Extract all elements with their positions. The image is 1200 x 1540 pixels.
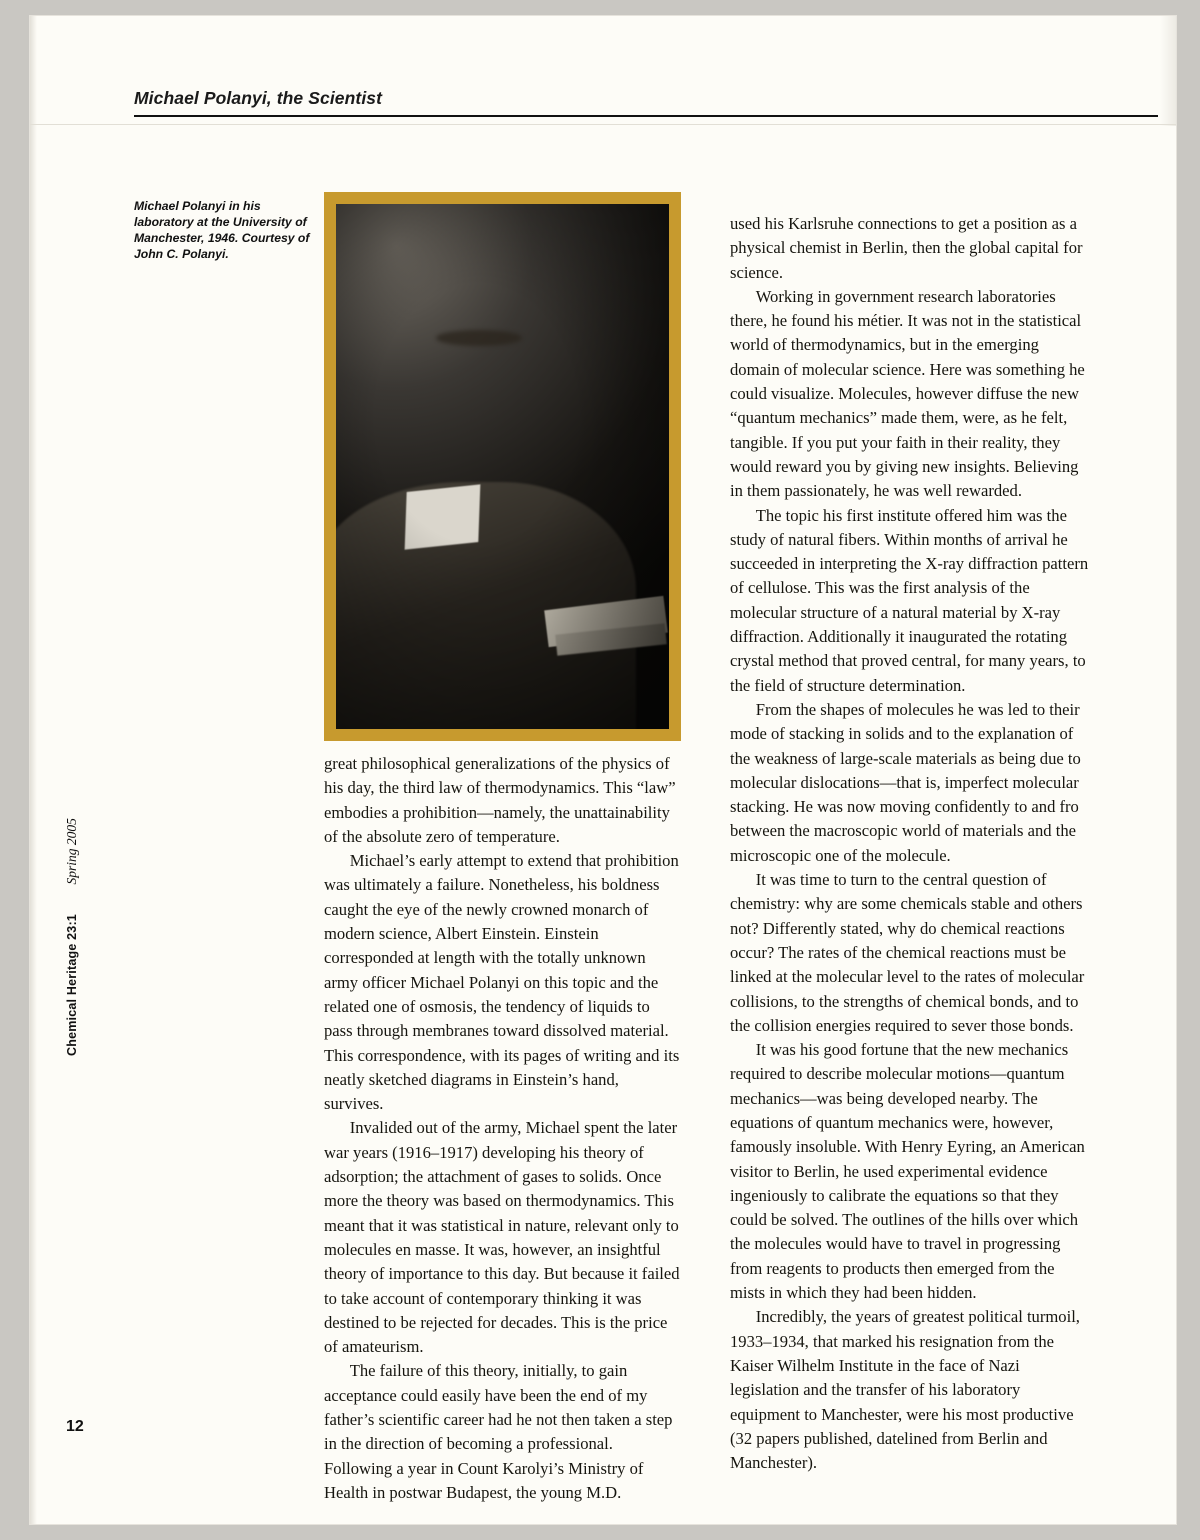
sidebar-journal-title: Chemical Heritage 23:1	[65, 914, 79, 1056]
paragraph: Working in government research laboratories there, he found his métier. It was not in the statistical world of thermodynamics, but in the emerging domain of molecular science. Here was something he could visualize. Molecules, however diffuse the new “quantum mechanics” made them, were, as he felt, tangible. If you put your faith in their reality, they would reward you by giving new insights. Believing in them passionately, he was well rewarded.	[730, 286, 1085, 501]
paragraph: Invalided out of the army, Michael spent the later war years (1916–1917) developing his theory of adsorption; the attachment of gases to solids. Once more the theory was based on thermodynamics. This meant that it was statistical in nature, relevant only to molecules en masse. It was, however, an insightful theory of importance to this day. But because it failed to take account of contemporary thinking it was destined to be rejected for decades. This is the price of amateurism.	[324, 1118, 680, 1357]
page-edge-rule	[30, 124, 1176, 125]
page-edge-shadow	[1160, 16, 1176, 126]
paragraph: Incredibly, the years of greatest political turmoil, 1933–1934, that marked his resignation from the Kaiser Wilhelm Institute in the face of Nazi legislation and the transfer of his laboratory equipment to Manchester, were his most productive (32 papers published, datelined from Berlin and Manchester).	[730, 1307, 1080, 1473]
paragraph: used his Karlsruhe connections to get a position as a physical chemist in Berlin, then the global capital for science.	[730, 214, 1083, 282]
page-sheet	[30, 16, 1176, 1524]
paragraph: Michael’s early attempt to extend that prohibition was ultimately a failure. Nonetheless, his boldness caught the eye of the newly crowned monarch of modern science, Albert Einstein. Einstein corresponded at length with the totally unknown army officer Michael Polanyi on this topic and the related one of osmosis, the tendency of liquids to pass through membranes toward dissolved material. This correspondence, with its pages of writing and its neatly sketched diagrams in Einstein’s hand, survives.	[324, 851, 680, 1114]
sidebar-journal-info	[64, 776, 80, 1056]
photo-vignette	[336, 204, 669, 729]
paragraph: The failure of this theory, initially, to gain acceptance could easily have been the end of my father’s scientific career had he not then taken a step in the direction of becoming a professional. Following a year in Count Karolyi’s Ministry of Health in postwar Budapest, the young M.D.	[324, 1361, 673, 1502]
running-head: Michael Polanyi, the Scientist	[134, 88, 383, 108]
figure-caption: Michael Polanyi in his laboratory at the University of Manchester, 1946. Courtesy of John C. Polanyi.	[134, 199, 310, 262]
paragraph: great philosophical generalizations of the physics of his day, the third law of thermodynamics. This “law” embodies a prohibition—namely, the unattainability of the absolute zero of temperature.	[324, 754, 676, 846]
paragraph: The topic his first institute offered him was the study of natural fibers. Within months of arrival he succeeded in interpreting the X-ray diffraction pattern of cellulose. This was the first analysis of the molecular structure of a natural material by X-ray diffraction. Additionally it inaugurated the rotating crystal method that proved central, for many years, to the field of structure determination.	[730, 505, 1089, 695]
body-column-left	[324, 752, 682, 1505]
paragraph: It was his good fortune that the new mechanics required to describe molecular motions—quantum mechanics—was being developed nearby. The equations of quantum mechanics were, however, famously insoluble. With Henry Eyring, an American visitor to Berlin, he used experimental evidence ingeniously to calibrate the equations so that they could be solved. The outlines of the hills over which the molecules would have to travel in progressing from reagents to products then emerged from the mists in which they had been hidden.	[730, 1040, 1085, 1303]
figure-photo	[336, 204, 669, 729]
figure-photo-frame	[324, 192, 681, 741]
running-head-rule	[134, 115, 1158, 117]
sidebar-issue-date: Spring 2005	[64, 818, 79, 885]
body-column-right	[730, 212, 1090, 1475]
paragraph: From the shapes of molecules he was led to their mode of stacking in solids and to the explanation of the weakness of large-scale materials as being due to molecular dislocations—that is, imperfect molecular stacking. He was now moving confidently to and fro between the macroscopic world of materials and the microscopic one of the molecule.	[730, 699, 1081, 865]
paragraph: It was time to turn to the central question of chemistry: why are some chemicals stable and others not? Differently stated, why do chemical reactions occur? The rates of the chemical reactions must be linked at the molecular level to the rates of molecular collisions, to the strengths of chemical bonds, and to the collision energies required to sever those bonds.	[730, 870, 1085, 1035]
page-number: 12	[66, 1418, 84, 1435]
